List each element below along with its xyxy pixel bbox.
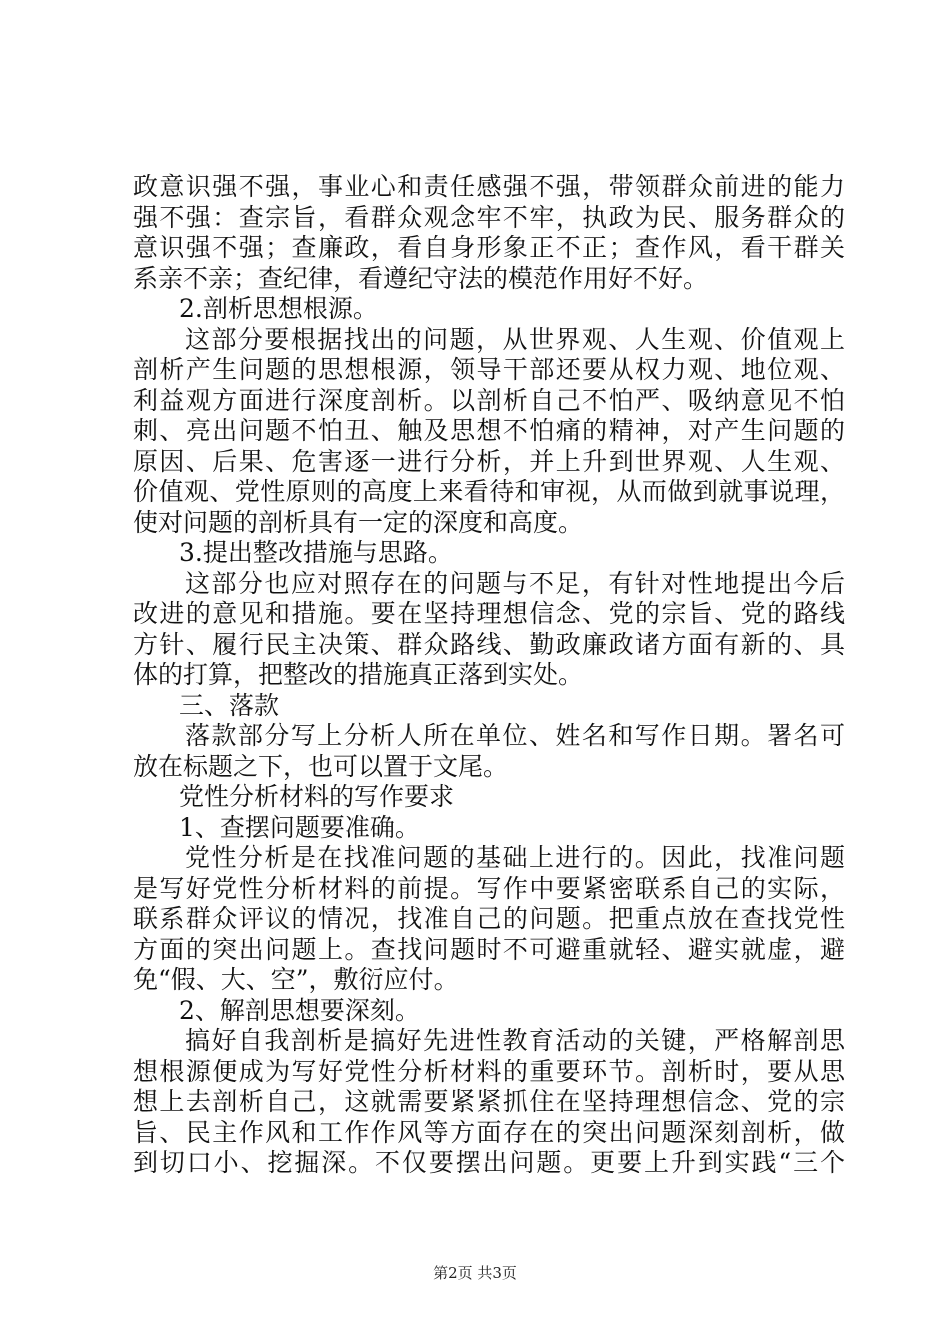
text-line: 方面的突出问题上。查找问题时不可避重就轻、避实就虚，避 — [133, 934, 845, 964]
section-heading: 3.提出整改措施与思路。 — [179, 538, 453, 567]
text-line: 价值观、党性原则的高度上来看待和审视，从而做到就事说理， — [133, 477, 845, 506]
text-line: 刺、亮出问题不怕丑、触及思想不怕痛的精神，对产生问题的 — [133, 416, 845, 445]
text-line: 使对问题的剖析具有一定的深度和高度。 — [133, 507, 584, 537]
text-line: 系亲不亲；查纪律，看遵纪守法的模范作用好不好。 — [133, 263, 709, 293]
text-line: 强不强：查宗旨，看群众观念牢不牢，执政为民、服务群众的 — [133, 202, 845, 232]
text-line: 联系群众评议的情况，找准自己的问题。把重点放在查找党性 — [133, 904, 845, 933]
text-line: 落款部分写上分析人所在单位、姓名和写作日期。署名可 — [185, 721, 845, 750]
text-line: 到切口小、挖掘深。不仅要摆出问题。更要上升到实践“三个 — [133, 1148, 845, 1177]
text-line: 免“假、大、空”，敷衍应付。 — [133, 965, 459, 994]
section-heading: 三、落款 — [179, 690, 280, 720]
text-line: 党性分析是在找准问题的基础上进行的。因此，找准问题 — [185, 843, 845, 872]
text-line: 利益观方面进行深度剖析。以剖析自己不怕严、吸纳意见不怕 — [133, 385, 845, 415]
text-line: 是写好党性分析材料的前提。写作中要紧密联系自己的实际， — [133, 873, 845, 903]
text-line: 想根源便成为写好党性分析材料的重要环节。剖析时，要从思 — [133, 1056, 845, 1086]
text-line: 剖析产生问题的思想根源，领导干部还要从权力观、地位观、 — [133, 355, 845, 384]
page-footer: 第2页 共3页 — [433, 1264, 517, 1282]
text-line: 这部分要根据找出的问题，从世界观、人生观、价值观上 — [185, 324, 845, 354]
text-line: 搞好自我剖析是搞好先进性教育活动的关键，严格解剖思 — [185, 1026, 845, 1055]
section-heading: 2.剖析思想根源。 — [179, 294, 378, 323]
section-heading: 1、查摆问题要准确。 — [179, 812, 420, 842]
text-line: 放在标题之下，也可以置于文尾。 — [133, 751, 509, 781]
text-line: 这部分也应对照存在的问题与不足，有针对性地提出今后 — [185, 568, 845, 598]
text-line: 原因、后果、危害逐一进行分析，并上升到世界观、人生观、 — [133, 446, 845, 476]
text-line: 政意识强不强，事业心和责任感强不强，带领群众前进的能力 — [133, 172, 845, 201]
text-line: 体的打算，把整改的措施真正落到实处。 — [133, 660, 584, 689]
section-heading: 2、解剖思想要深刻。 — [179, 995, 420, 1025]
text-line: 方针、履行民主决策、群众路线、勤政廉政诸方面有新的、具 — [133, 629, 845, 659]
section-heading: 党性分析材料的写作要求 — [179, 782, 455, 811]
text-line: 想上去剖析自己，这就需要紧紧抓住在坚持理想信念、党的宗 — [133, 1087, 845, 1116]
document-body — [133, 172, 845, 1179]
text-line: 改进的意见和措施。要在坚持理想信念、党的宗旨、党的路线 — [133, 599, 845, 628]
text-line: 意识强不强；查廉政，看自身形象正不正；查作风，看干群关 — [133, 233, 845, 262]
text-line: 旨、民主作风和工作作风等方面存在的突出问题深刻剖析，做 — [133, 1117, 845, 1147]
